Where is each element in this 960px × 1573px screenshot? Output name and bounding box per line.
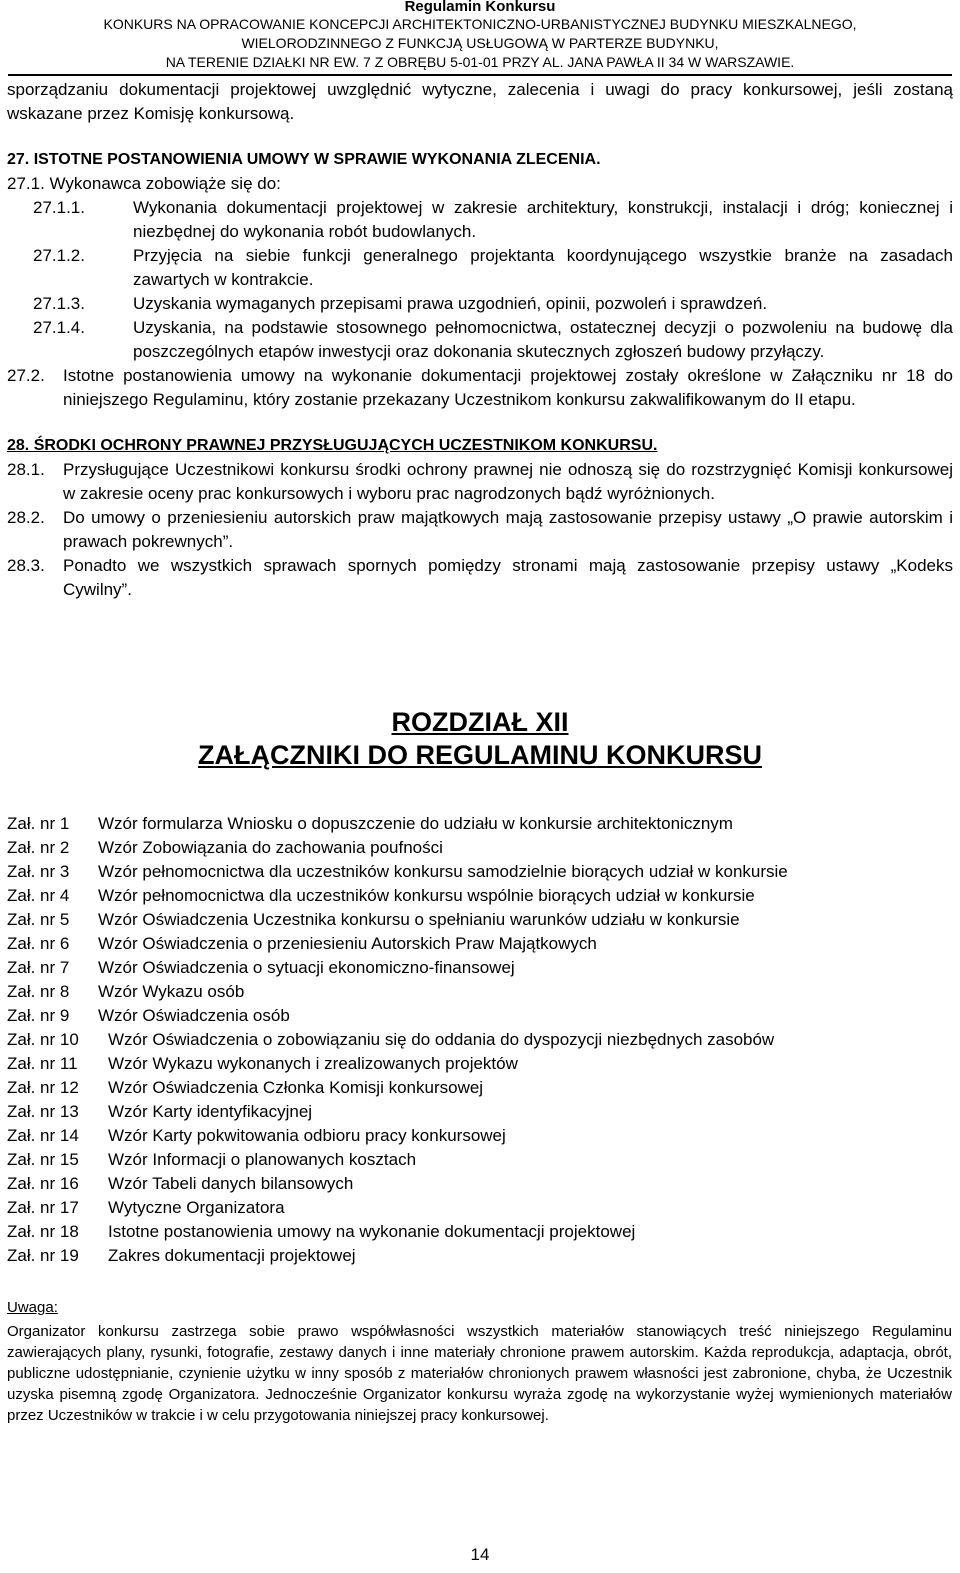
- attachment-title: Wzór pełnomocnictwa dla uczestników konkursu wspólnie biorących udział w konkursie: [98, 886, 755, 905]
- list-item: [33, 244, 953, 292]
- attachment-row: [7, 908, 788, 932]
- note-label: Uwaga:: [7, 1299, 58, 1316]
- header-line-1: KONKURS NA OPRACOWANIE KONCEPCJI ARCHITEKTONICZNO-URBANISTYCZNEJ BUDYNKU MIESZKALNEGO,: [103, 16, 857, 32]
- header-line-3: NA TERENIE DZIAŁKI NR EW. 7 Z OBRĘBU 5-01-01 PRZY AL. JANA PAWŁA II 34 W WARSZAWIE.: [165, 54, 795, 70]
- attachment-title: Wytyczne Organizatora: [108, 1198, 285, 1217]
- item-number: 27.1.1.: [33, 198, 85, 217]
- attachment-title: Wzór Oświadczenia osób: [98, 1006, 290, 1025]
- attachment-row: [7, 956, 788, 980]
- item-text: Przyjęcia na siebie funkcji generalnego projektanta koordynującego wszystkie branże na zasadach zawartych w kontrakcie.: [133, 246, 953, 289]
- attachment-number: Zał. nr 9: [7, 1006, 70, 1025]
- list-item: [33, 196, 953, 244]
- attachment-row: [7, 1220, 788, 1244]
- attachment-row: [7, 1076, 788, 1100]
- attachment-row: [7, 1244, 788, 1268]
- attachment-number: Zał. nr 10: [7, 1030, 79, 1049]
- item-number: 28.1.: [7, 460, 45, 479]
- list-item: [7, 506, 953, 554]
- attachment-number: Zał. nr 7: [7, 958, 70, 977]
- attachment-number: Zał. nr 17: [7, 1198, 79, 1217]
- attachment-number: Zał. nr 14: [7, 1126, 79, 1145]
- attachment-title: Wzór Wykazu wykonanych i zrealizowanych projektów: [108, 1054, 518, 1073]
- attachment-number: Zał. nr 1: [7, 814, 70, 833]
- attachment-number: Zał. nr 2: [7, 838, 70, 857]
- item-number: 28.3.: [7, 556, 45, 575]
- section-27-heading: 27. ISTOTNE POSTANOWIENIA UMOWY W SPRAWIE WYKONANIA ZLECENIA.: [7, 151, 601, 168]
- attachment-row: [7, 860, 788, 884]
- item-number: 27.2.: [7, 366, 45, 385]
- item-number: 27.1.3.: [33, 294, 85, 313]
- attachment-row: [7, 1124, 788, 1148]
- attachments-list: [7, 812, 788, 1268]
- list-item: [7, 458, 953, 506]
- list-item: [33, 292, 953, 316]
- list-item: [7, 554, 953, 602]
- attachment-number: Zał. nr 18: [7, 1222, 79, 1241]
- attachment-title: Wzór Karty pokwitowania odbioru pracy konkursowej: [108, 1126, 506, 1145]
- chapter-subtitle: ZAŁĄCZNIKI DO REGULAMINU KONKURSU: [198, 740, 762, 770]
- list-item: [33, 316, 953, 364]
- item-text: Istotne postanowienia umowy na wykonanie dokumentacji projektowej zostały określone w Załączniku nr 18 do niniejszego Regulaminu, który zostanie przekazany Uczestnikom konkursu zakwalifikowanym do II etapu.: [63, 366, 953, 409]
- attachment-number: Zał. nr 6: [7, 934, 70, 953]
- section-28-heading: 28. ŚRODKI OCHRONY PRAWNEJ PRZYSŁUGUJĄCYCH UCZESTNIKOM KONKURSU.: [7, 437, 658, 454]
- attachment-title: Zakres dokumentacji projektowej: [108, 1246, 356, 1265]
- item-text: Przysługujące Uczestnikowi konkursu środki ochrony prawnej nie odnoszą się do rozstrzygnięć Komisji konkursowej w zakresie oceny prac konkursowych i wyboru prac nagrodzonych bądź wyróżnionych.: [63, 460, 953, 503]
- item-number: 27.1.2.: [33, 246, 85, 265]
- chapter-title: ROZDZIAŁ XII: [391, 707, 569, 737]
- attachment-number: Zał. nr 11: [7, 1054, 78, 1073]
- header-divider: [8, 74, 952, 76]
- attachment-number: Zał. nr 8: [7, 982, 70, 1001]
- attachment-row: [7, 1148, 788, 1172]
- attachment-row: [7, 1172, 788, 1196]
- attachment-row: [7, 980, 788, 1004]
- attachment-row: [7, 1100, 788, 1124]
- attachment-title: Istotne postanowienia umowy na wykonanie dokumentacji projektowej: [108, 1222, 636, 1241]
- attachment-title: Wzór Oświadczenia o zobowiązaniu się do oddania do dyspozycji niezbędnych zasobów: [108, 1030, 775, 1049]
- attachment-row: [7, 932, 788, 956]
- attachment-number: Zał. nr 15: [7, 1150, 79, 1169]
- item-text: Uzyskania, na podstawie stosownego pełnomocnictwa, ostatecznej decyzji o pozwoleniu na budowę dla poszczególnych etapów inwestycji oraz dokonania skutecznych zgłoszeń budowy przyłączy.: [133, 318, 953, 361]
- item-number: 27.1.4.: [33, 318, 85, 337]
- attachment-row: [7, 884, 788, 908]
- document-body: [7, 78, 953, 602]
- section-27-1-label: 27.1. Wykonawca zobowiąże się do:: [7, 174, 281, 193]
- section-27-1-items: [7, 196, 953, 364]
- item-text: Ponadto we wszystkich sprawach spornych pomiędzy stronami mają zastosowanie przepisy ustawy „Kodeks Cywilny”.: [63, 556, 953, 599]
- item-text: Wykonania dokumentacji projektowej w zakresie architektury, konstrukcji, instalacji i dróg; koniecznej i niezbędnej do wykonania robót budowlanych.: [133, 198, 953, 241]
- attachment-title: Wzór pełnomocnictwa dla uczestników konkursu samodzielnie biorących udział w konkursie: [98, 862, 788, 881]
- note-text: Organizator konkursu zastrzega sobie prawo współwłasności wszystkich materiałów stanowiących treść niniejszego Regulaminu zawierających plany, rysunki, fotografie, zestawy danych i inne materiały chronione prawem autorskim. Każda reprodukcja, adaptacja, obrót, publiczne udostępnianie, czynienie użytku w inny sposób z materiałów chronionych prawem własności jest zabronione, chyba, że Uczestnik uzyska pisemną zgodę Organizatora. Jednocześnie Organizator konkursu wyraża zgodę na wykorzystanie wyżej wymienionych materiałów przez Uczestników w trakcie i w celu przygotowania niniejszej pracy konkursowej.: [7, 1323, 952, 1424]
- intro-paragraph: sporządzaniu dokumentacji projektowej uwzględnić wytyczne, zalecenia i uwagi do pracy konkursowej, jeśli zostaną wskazane przez Komisję konkursową.: [7, 80, 953, 123]
- attachment-number: Zał. nr 16: [7, 1174, 79, 1193]
- attachment-title: Wzór Tabeli danych bilansowych: [108, 1174, 354, 1193]
- item-text: Do umowy o przeniesieniu autorskich praw majątkowych mają zastosowanie przepisy ustawy „O prawie autorskim i prawach pokrewnych”.: [63, 508, 953, 551]
- attachment-title: Wzór Oświadczenia Członka Komisji konkursowej: [108, 1078, 484, 1097]
- attachment-title: Wzór Zobowiązania do zachowania poufności: [98, 838, 443, 857]
- header-title: Regulamin Konkursu: [404, 0, 556, 15]
- attachment-number: Zał. nr 5: [7, 910, 70, 929]
- attachment-title: Wzór formularza Wniosku o dopuszczenie do udziału w konkursie architektonicznym: [98, 814, 733, 833]
- attachment-row: [7, 1004, 788, 1028]
- section-27-2: [7, 364, 953, 412]
- attachment-title: Wzór Oświadczenia o przeniesieniu Autorskich Praw Majątkowych: [98, 934, 597, 953]
- attachment-number: Zał. nr 3: [7, 862, 70, 881]
- attachment-number: Zał. nr 4: [7, 886, 70, 905]
- attachment-number: Zał. nr 13: [7, 1102, 79, 1121]
- attachment-title: Wzór Karty identyfikacyjnej: [108, 1102, 313, 1121]
- page-header: [0, 0, 960, 72]
- attachment-title: Wzór Oświadczenia Uczestnika konkursu o spełnianiu warunków udziału w konkursie: [98, 910, 740, 929]
- attachment-row: [7, 1196, 788, 1220]
- attachment-row: [7, 812, 788, 836]
- attachment-row: [7, 836, 788, 860]
- item-text: Uzyskania wymaganych przepisami prawa uzgodnień, opinii, pozwoleń i sprawdzeń.: [133, 294, 768, 313]
- attachment-title: Wzór Wykazu osób: [98, 982, 245, 1001]
- page-number: 14: [470, 1545, 490, 1564]
- header-line-2: WIELORODZINNEGO Z FUNKCJĄ USŁUGOWĄ W PARTERZE BUDYNKU,: [241, 35, 719, 51]
- attachment-number: Zał. nr 12: [7, 1078, 79, 1097]
- attachment-row: [7, 1028, 788, 1052]
- note-block: [7, 1297, 952, 1426]
- attachment-title: Wzór Oświadczenia o sytuacji ekonomiczno-finansowej: [98, 958, 515, 977]
- attachment-row: [7, 1052, 788, 1076]
- attachment-title: Wzór Informacji o planowanych kosztach: [108, 1150, 417, 1169]
- item-number: 28.2.: [7, 508, 45, 527]
- attachment-number: Zał. nr 19: [7, 1246, 79, 1265]
